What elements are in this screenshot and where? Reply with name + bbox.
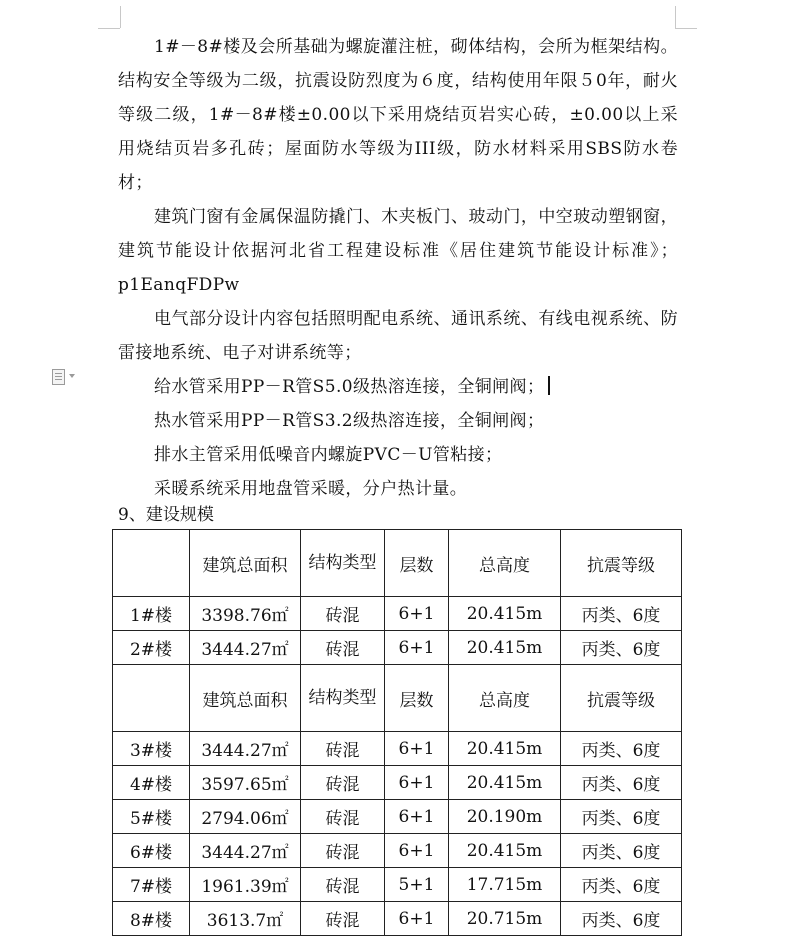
cell-area: 3398.76㎡	[190, 597, 301, 631]
cell-seismic: 丙类、6度	[561, 902, 682, 936]
cell-floors: 5+1	[385, 868, 449, 902]
cell-seismic: 丙类、6度	[561, 597, 682, 631]
table-row	[113, 868, 682, 902]
cell-seismic: 丙类、6度	[561, 800, 682, 834]
cell-floors: 6+1	[385, 631, 449, 665]
cell-building: 1#楼	[113, 597, 190, 631]
cell-seismic: 丙类、6度	[561, 868, 682, 902]
header-cell-floors: 层数	[385, 665, 449, 732]
cell-building: 5#楼	[113, 800, 190, 834]
paragraph-electrical: 电气部分设计内容包括照明配电系统、通讯系统、有线电视系统、防雷接地系统、电子对讲系统等；	[118, 309, 678, 363]
header-cell-height: 总高度	[449, 530, 561, 597]
header-cell-seismic: 抗震等级	[561, 530, 682, 597]
cell-structure: 砖混	[301, 631, 385, 665]
header-cell-structure: 结构类型	[301, 665, 385, 732]
cell-seismic: 丙类、6度	[561, 732, 682, 766]
table-row	[113, 834, 682, 868]
water-supply-text: 给水管采用PP－R管S5.0级热溶连接，全铜闸阀；	[154, 377, 545, 397]
cell-height: 17.715m	[449, 868, 561, 902]
cell-height: 20.415m	[449, 631, 561, 665]
table-row	[113, 597, 682, 631]
cell-structure: 砖混	[301, 800, 385, 834]
header-cell-height: 总高度	[449, 665, 561, 732]
cell-height: 20.415m	[449, 732, 561, 766]
cell-seismic: 丙类、6度	[561, 766, 682, 800]
table-row	[113, 631, 682, 665]
document-icon	[52, 369, 65, 385]
text-cursor	[548, 376, 550, 395]
table-row	[113, 902, 682, 936]
cell-area: 2794.06㎡	[190, 800, 301, 834]
cell-floors: 6+1	[385, 834, 449, 868]
header-cell-building	[113, 665, 190, 732]
cell-structure: 砖混	[301, 834, 385, 868]
header-cell-seismic: 抗震等级	[561, 665, 682, 732]
table-header-row-repeat	[113, 665, 682, 732]
cell-area: 3444.27㎡	[190, 732, 301, 766]
cell-structure: 砖混	[301, 766, 385, 800]
cell-area: 3597.65㎡	[190, 766, 301, 800]
cell-area: 3444.27㎡	[190, 834, 301, 868]
cell-floors: 6+1	[385, 902, 449, 936]
cell-area: 3444.27㎡	[190, 631, 301, 665]
table-row	[113, 800, 682, 834]
paragraph-heating: 采暖系统采用地盘管采暖，分户热计量。	[154, 479, 468, 499]
body-text	[118, 30, 678, 506]
cell-height: 20.415m	[449, 766, 561, 800]
table-row	[113, 766, 682, 800]
paragraph-doors-windows: 建筑门窗有金属保温防撬门、木夹板门、玻动门，中空玻动塑钢窗，建筑节能设计依据河北省工程建设标准《居住建筑节能设计标准》；p1EanqFDPw	[118, 207, 678, 295]
cell-seismic: 丙类、6度	[561, 834, 682, 868]
cell-structure: 砖混	[301, 732, 385, 766]
cell-floors: 6+1	[385, 597, 449, 631]
paragraph-water-supply	[118, 370, 678, 404]
paragraph-structure: 1#－8#楼及会所基础为螺旋灌注桩，砌体结构，会所为框架结构。结构安全等级为二级，抗震设防烈度为６度，结构使用年限５0年，耐火等级二级，1#－8#楼±0.00以下采用烧结页岩实心砖，±0.00以上采用烧结页岩多孔砖；屋面防水等级为III级，防水材料采用SBS防水卷材；	[118, 37, 678, 193]
cell-floors: 6+1	[385, 732, 449, 766]
header-cell-building	[113, 530, 190, 597]
paragraph-hot-water: 热水管采用PP－R管S3.2级热溶连接，全铜闸阀；	[154, 411, 545, 431]
header-cell-floors: 层数	[385, 530, 449, 597]
cell-building: 3#楼	[113, 732, 190, 766]
crop-mark-left-vertical	[120, 6, 121, 28]
table-row	[113, 732, 682, 766]
cell-floors: 6+1	[385, 800, 449, 834]
cell-height: 20.715m	[449, 902, 561, 936]
crop-mark-right-horizontal	[675, 28, 697, 29]
construction-scale-table	[112, 529, 682, 936]
cell-building: 2#楼	[113, 631, 190, 665]
caret-down-icon	[69, 374, 75, 378]
cell-height: 20.415m	[449, 834, 561, 868]
crop-mark-right-vertical	[675, 6, 676, 28]
cell-area: 1961.39㎡	[190, 868, 301, 902]
cell-height: 20.415m	[449, 597, 561, 631]
header-cell-area: 建筑总面积	[190, 665, 301, 732]
crop-mark-left-horizontal	[98, 28, 120, 29]
cell-structure: 砖混	[301, 902, 385, 936]
paragraph-menu-button[interactable]	[52, 369, 80, 385]
cell-structure: 砖混	[301, 597, 385, 631]
cell-area: 3613.7㎡	[190, 902, 301, 936]
cell-seismic: 丙类、6度	[561, 631, 682, 665]
cell-floors: 6+1	[385, 766, 449, 800]
cell-building: 7#楼	[113, 868, 190, 902]
cell-height: 20.190m	[449, 800, 561, 834]
table-header-row	[113, 530, 682, 597]
cell-building: 8#楼	[113, 902, 190, 936]
paragraph-drainage: 排水主管采用低噪音内螺旋PVC－U管粘接；	[154, 445, 503, 465]
section-heading: 9、建设规模	[118, 505, 214, 525]
header-cell-structure: 结构类型	[301, 530, 385, 597]
cell-building: 4#楼	[113, 766, 190, 800]
cell-building: 6#楼	[113, 834, 190, 868]
cell-structure: 砖混	[301, 868, 385, 902]
header-cell-area: 建筑总面积	[190, 530, 301, 597]
